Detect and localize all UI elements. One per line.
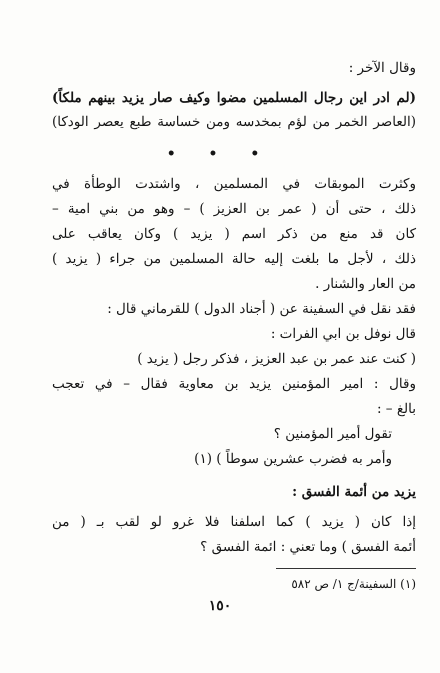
section-separator: • • • (166, 146, 274, 162)
text-line: تقول أمير المؤمنين ؟ (273, 426, 392, 442)
text-line: وأمر به فضرب عشرين سوطاً ) (١) (194, 451, 392, 467)
text-line: فقد نقل في السفينة عن ( أجناد الدول ) للقرماني قال : (107, 301, 416, 317)
text-line: وقال : امير المؤمنين يزيد بن معاوية فقال – في تعجب (52, 376, 416, 392)
text-line: من العار والشنار . (315, 276, 416, 292)
text-line: بالغ – : (376, 401, 416, 417)
page-number: ١٥٠ (208, 598, 232, 614)
footnote-rule (276, 568, 416, 569)
text-line: وقال الآخر : (348, 60, 416, 76)
poem-line: (العاصر الخمر من لؤم بمخدسه ومن خساسة طبع يعصر الودكا) (52, 114, 416, 130)
text-line: كان قد منع من ذكر اسم ( يزيد ) وكان يعاقب على (52, 226, 416, 242)
text-line: قال نوفل بن ابي الفرات : (270, 326, 416, 342)
text-line: أئمة الفسق ) وما تعني : ائمة الفسق ؟ (200, 539, 416, 555)
text-line: إذا كان ( يزيد ) كما اسلفنا فلا غرو لو لقب بـ ( من (52, 514, 416, 530)
footnote: (١) السفينة/ج ١/ ص ٥٨٢ (291, 577, 416, 591)
text-line: وكثرت الموبقات في المسلمين ، واشتدت الوطأة في (52, 176, 416, 192)
poem-line: (لم ادر اين رجال المسلمين مضوا وكيف صار يزيد بينهم ملكاً) (52, 90, 416, 106)
text-line: ذلك ، حتى أن ( عمر بن العزيز ) – وهو من بني امية – (52, 201, 416, 217)
section-heading: يزيد من أئمة الفسق : (292, 484, 416, 500)
text-line: ذلك ، لأجل ما بلغت إليه حالة المسلمين من جراء ( يزيد ) (52, 251, 416, 267)
text-line: ( كنت عند عمر بن عبد العزيز ، فذكر رجل ( يزيد ) (137, 351, 416, 367)
